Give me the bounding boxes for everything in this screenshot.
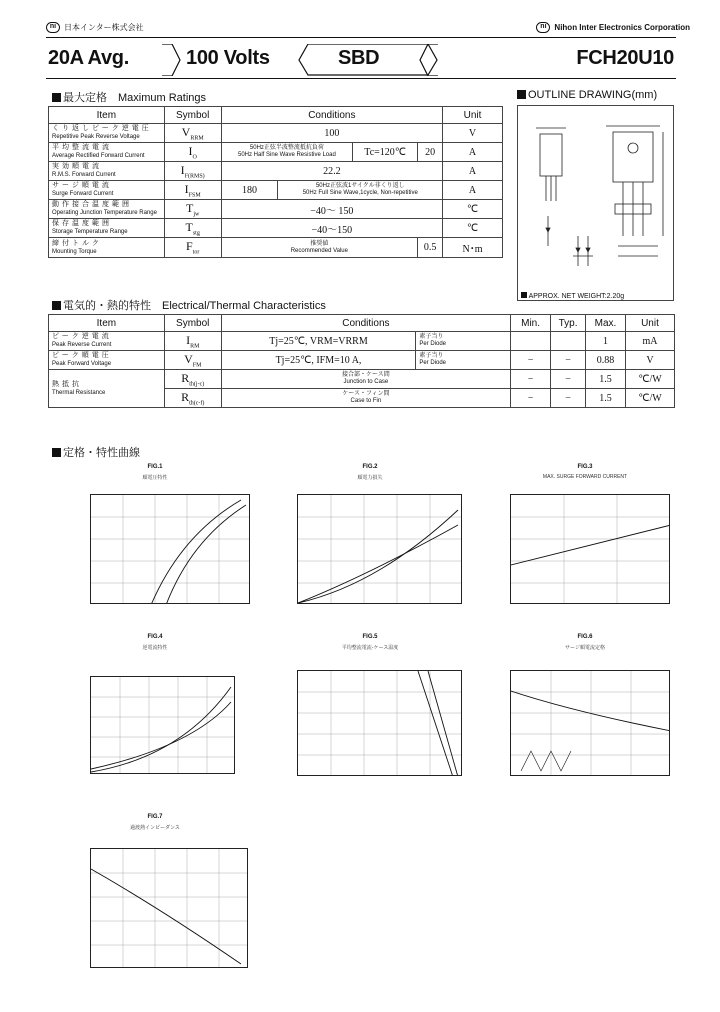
condition-value-cell: 20	[418, 143, 443, 162]
fig6-curve-plot	[511, 671, 670, 776]
curves-title: 定格・特性曲線	[52, 444, 140, 460]
condition-value-cell: 0.5	[418, 238, 443, 258]
condition-cell: 接合部・ケース間 Junction to Case	[221, 370, 510, 389]
symbol-cell: $I_{FSM}$	[164, 181, 221, 200]
divider-bracket-icon	[418, 44, 440, 76]
max-cell: 1.5	[586, 389, 626, 408]
unit-cell: A	[443, 162, 503, 181]
unit-cell: V	[443, 124, 503, 143]
fig-label: FIG.3	[577, 464, 593, 470]
max-ratings-title: 最大定格 Maximum Ratings	[52, 89, 206, 105]
condition-cell: ケース・フィン間 Case to Fin	[221, 389, 510, 408]
company-logo-left	[46, 22, 144, 33]
typ-cell: −	[551, 370, 586, 389]
title-type: SBD	[338, 47, 380, 69]
table-row	[49, 238, 503, 258]
condition-cell: 推奨値 Recommended Value	[221, 238, 418, 258]
symbol-cell: $R_{th(j-c)}$	[164, 370, 221, 389]
header-unit: Unit	[443, 107, 503, 124]
item-cell: 動作接合温度範囲 Operating Junction Temperature Range	[49, 200, 165, 219]
fig-plot	[90, 676, 235, 774]
title-row	[46, 44, 676, 76]
package-outline-icon	[518, 106, 673, 292]
unit-cell: ℃	[443, 200, 503, 219]
header-item: Item	[49, 315, 165, 332]
symbol-cell: $F_{tor}$	[164, 238, 221, 258]
condition-note-cell: 素子当り Per Diode	[416, 351, 511, 370]
header-min: Min.	[511, 315, 551, 332]
min-cell: −	[511, 389, 551, 408]
fig-label: FIG.7	[147, 814, 163, 820]
fig7-curve-plot	[91, 849, 248, 968]
header-conditions: Conditions	[221, 315, 510, 332]
fig-plot	[90, 494, 250, 604]
condition-cell: 22.2	[221, 162, 442, 181]
min-cell: −	[511, 370, 551, 389]
fig2-curve-plot	[298, 495, 462, 604]
nihon-inter-logo-icon: nı	[46, 22, 60, 33]
bullet-square-icon	[52, 301, 61, 310]
fig5-curve-plot	[298, 671, 462, 776]
fig4-curve-plot	[91, 677, 235, 774]
max-cell: 1.5	[586, 370, 626, 389]
table-row	[49, 181, 503, 200]
table-row	[49, 162, 503, 181]
item-cell: 平均整流電流 Average Rectified Forward Current	[49, 143, 165, 162]
bullet-square-icon	[521, 292, 527, 298]
fig-label: FIG.1	[147, 464, 163, 470]
fig-label: FIG.5	[362, 634, 378, 640]
header-typ: Typ.	[551, 315, 586, 332]
symbol-cell: $T_{stg}$	[164, 219, 221, 238]
unit-cell: N･m	[443, 238, 503, 258]
fig-plot	[510, 494, 670, 604]
title-voltage: 100 Volts	[186, 47, 270, 69]
table-row	[49, 370, 675, 389]
condition-cell: −40〜150	[221, 219, 442, 238]
item-cell: 熱抵抗 Thermal Resistance	[49, 370, 165, 408]
divider-bracket-icon	[160, 44, 182, 76]
typ-cell: −	[551, 389, 586, 408]
typ-cell: −	[551, 351, 586, 370]
max-ratings-table	[48, 106, 503, 258]
item-cell: くり返しピーク逆電圧 Repetitive Peak Reverse Voltage	[49, 124, 165, 143]
fig-5	[275, 630, 465, 790]
fig-4	[60, 630, 250, 790]
outline-drawing	[517, 105, 674, 301]
header-rule	[46, 37, 676, 38]
symbol-cell: $I_O$	[164, 143, 221, 162]
company-name-jp: 日本インター株式会社	[64, 23, 144, 32]
condition-value-cell: 180	[221, 181, 278, 200]
elec-chars-table	[48, 314, 675, 408]
table-row	[49, 124, 503, 143]
unit-cell: A	[443, 143, 503, 162]
symbol-cell: $V_{FM}$	[164, 351, 221, 370]
fig-subtitle: 逆電流特性	[142, 645, 168, 651]
fig3-curve-plot	[511, 495, 670, 604]
condition-cell: −40〜 150	[221, 200, 442, 219]
fig1-curve-plot	[91, 495, 250, 604]
table-row	[49, 143, 503, 162]
bullet-square-icon	[52, 448, 61, 457]
condition-note-cell: 素子当り Per Diode	[416, 332, 511, 351]
unit-cell: ℃/W	[625, 370, 674, 389]
header-max: Max.	[586, 315, 626, 332]
typ-cell	[551, 332, 586, 351]
unit-cell: V	[625, 351, 674, 370]
unit-cell: mA	[625, 332, 674, 351]
fig-label: FIG.4	[147, 634, 163, 640]
min-cell	[511, 332, 551, 351]
fig-subtitle: 順電圧特性	[142, 475, 168, 481]
symbol-cell: $R_{th(c-f)}$	[164, 389, 221, 408]
symbol-cell: $T_{jw}$	[164, 200, 221, 219]
unit-cell: ℃/W	[625, 389, 674, 408]
header-conditions: Conditions	[221, 107, 442, 124]
condition-cell: 50Hz正弦半波整流抵抗負荷 50Hz Half Sine Wave Resistive Load	[221, 143, 353, 162]
fig-plot	[510, 670, 670, 776]
unit-cell: A	[443, 181, 503, 200]
fig-6	[495, 630, 675, 790]
item-cell: 締付トルク Mounting Torque	[49, 238, 165, 258]
header-item: Item	[49, 107, 165, 124]
nihon-inter-logo-icon: nı	[536, 22, 550, 33]
fig-1	[60, 460, 250, 610]
title-rule	[46, 78, 676, 79]
fig-7	[60, 810, 250, 980]
symbol-cell: $I_{RM}$	[164, 332, 221, 351]
max-cell: 1	[586, 332, 626, 351]
header-symbol: Symbol	[164, 107, 221, 124]
item-cell: 保存温度範囲 Storage Temperature Range	[49, 219, 165, 238]
condition-cell: Tj=25℃, VRM=VRRM	[221, 332, 416, 351]
symbol-cell: $V_{RRM}$	[164, 124, 221, 143]
outline-weight-caption: APPROX. NET WEIGHT:2.20g	[521, 292, 624, 300]
item-cell: 実効順電流 R.M.S. Forward Current	[49, 162, 165, 181]
item-cell: ピーク逆電流 Peak Reverse Current	[49, 332, 165, 351]
elec-chars-title: 電気的・熱的特性 Electrical/Thermal Characteristics	[52, 297, 326, 313]
bullet-square-icon	[52, 93, 61, 102]
company-logo-right	[536, 22, 690, 33]
fig-plot	[90, 848, 248, 968]
title-part-number: FCH20U10	[576, 47, 674, 69]
max-cell: 0.88	[586, 351, 626, 370]
fig-3	[495, 460, 675, 610]
condition-cell: Tj=25℃, IFM=10 A,	[221, 351, 416, 370]
table-row	[49, 200, 503, 219]
fig-plot	[297, 494, 462, 604]
fig-label: FIG.6	[577, 634, 593, 640]
condition-cell: Tc=120℃	[353, 143, 418, 162]
outline-title: OUTLINE DRAWING(mm)	[517, 89, 657, 101]
fig-subtitle: サージ順電流定格	[565, 645, 605, 651]
company-name-en: Nihon Inter Electronics Corporation	[554, 23, 690, 32]
table-row	[49, 332, 675, 351]
header-symbol: Symbol	[164, 315, 221, 332]
min-cell: −	[511, 351, 551, 370]
bullet-square-icon	[517, 90, 526, 99]
header-unit: Unit	[625, 315, 674, 332]
condition-cell: 100	[221, 124, 442, 143]
fig-subtitle: 過渡熱インピーダンス	[130, 825, 180, 831]
table-row	[49, 219, 503, 238]
fig-subtitle: 平均整流電流-ケース温度	[341, 645, 399, 651]
fig-subtitle: 順電力損失	[357, 475, 383, 481]
table-row	[49, 351, 675, 370]
item-cell: サージ順電流 Surge Forward Current	[49, 181, 165, 200]
fig-subtitle: MAX. SURGE FORWARD CURRENT	[542, 474, 628, 480]
title-current: 20A Avg.	[48, 47, 129, 69]
fig-plot	[297, 670, 462, 776]
condition-cell: 50Hz正弦波1サイクル非くり返し 50Hz Full Sine Wave,1cycle, Non-repetitive	[278, 181, 443, 200]
symbol-cell: $I_{F(RMS)}$	[164, 162, 221, 181]
fig-label: FIG.2	[362, 464, 378, 470]
item-cell: ピーク順電圧 Peak Forward Voltage	[49, 351, 165, 370]
table-header-row	[49, 315, 675, 332]
unit-cell: ℃	[443, 219, 503, 238]
table-header-row	[49, 107, 503, 124]
fig-2	[275, 460, 465, 610]
